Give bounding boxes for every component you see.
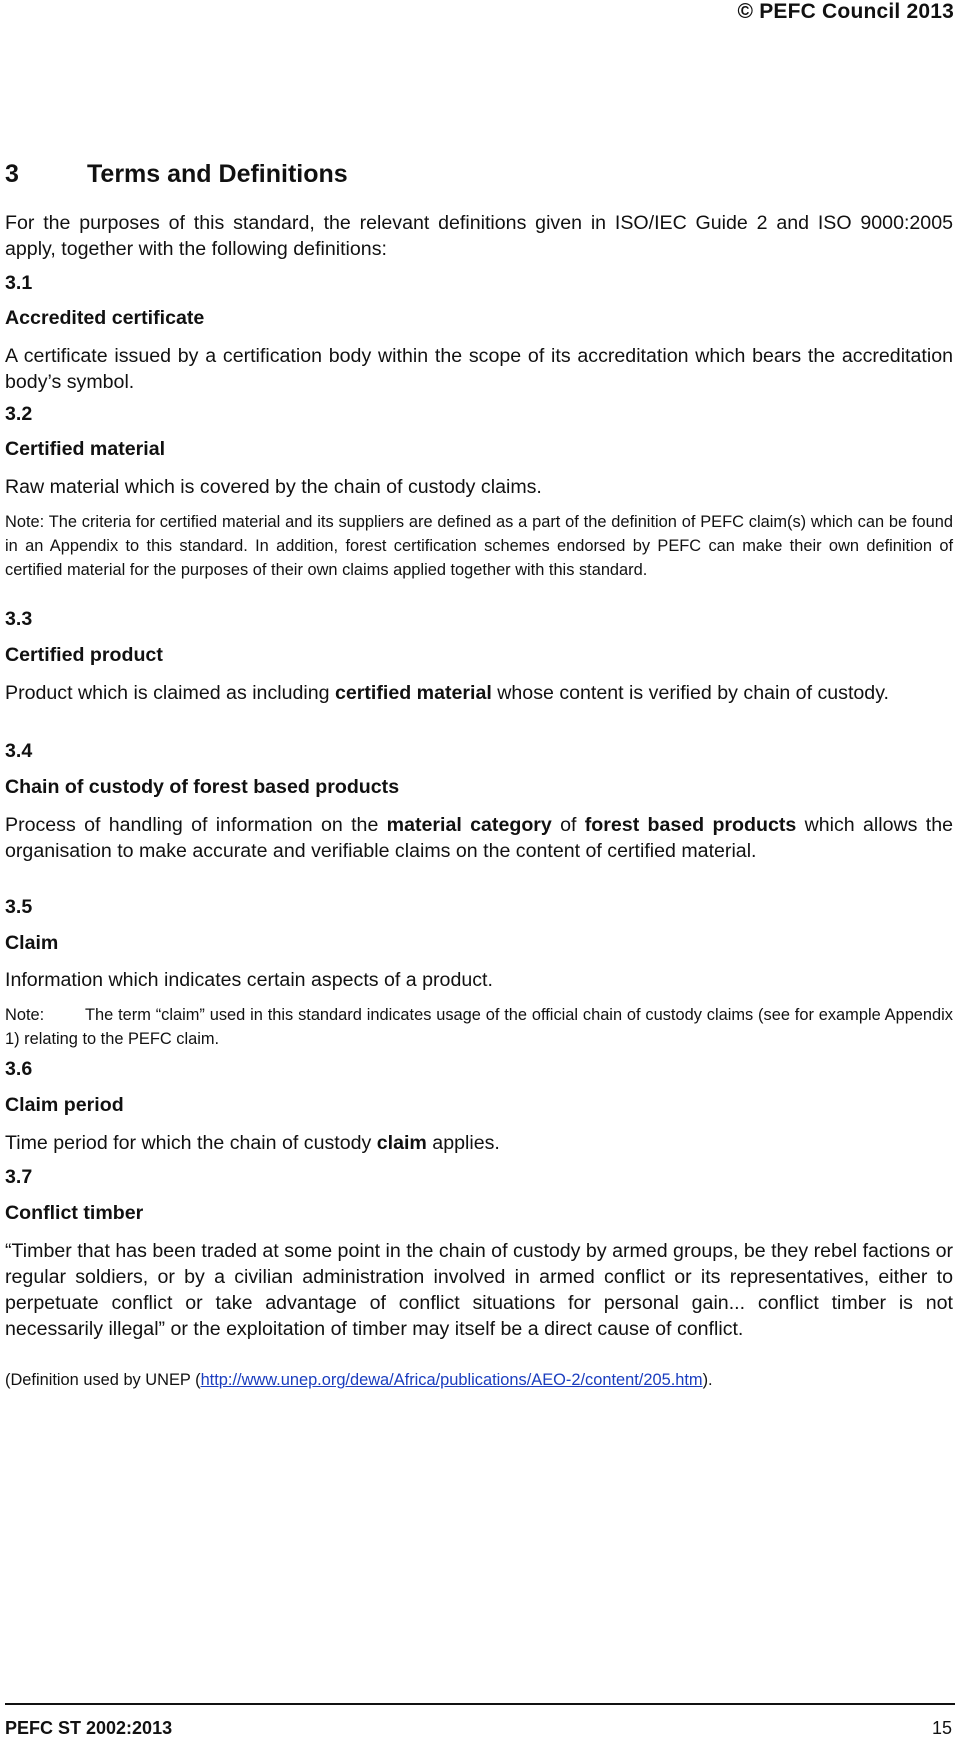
term-number: 3.6 (5, 1058, 33, 1080)
term-definition: “Timber that has been traded at some point in the chain of custody by armed groups, be they rebel factions or regular soldiers, or by a civilian administration involved in armed conflict or its representatives, either to perpetuate conflict or take advantage of conflict situations for personal gain... conflict timber is not necessarily illegal” or the exploitation of timber may itself be a direct cause of conflict. (5, 1240, 953, 1340)
copyright-header: © PEFC Council 2013 (737, 0, 954, 23)
definition-text: Product which is claimed as including (5, 682, 335, 704)
section-title: Terms and Definitions (87, 160, 348, 188)
term-title: Accredited certificate (5, 307, 205, 329)
definition-text: of (551, 814, 585, 836)
bold-term-reference: forest based products (584, 814, 797, 836)
term-title: Claim period (5, 1094, 124, 1116)
term-number: 3.1 (5, 272, 33, 294)
definition-source (5, 1368, 953, 1392)
source-suffix: ). (702, 1371, 713, 1389)
term-definition (5, 1130, 953, 1156)
section-heading (5, 160, 348, 189)
definition-text: which allows the organisation to make accurate and verifiable claims on the content of certified material. (5, 814, 953, 862)
source-prefix: (Definition used by UNEP ( (5, 1371, 201, 1389)
term-number: 3.5 (5, 896, 33, 918)
document-id: PEFC ST 2002:2013 (5, 1718, 173, 1738)
note-label: Note: (5, 1006, 45, 1024)
definition-text: Process of handling of information on the (5, 814, 387, 836)
page-number: 15 (931, 1718, 952, 1738)
term-number: 3.2 (5, 403, 33, 425)
term-note (5, 1003, 953, 1051)
term-definition: Information which indicates certain aspects of a product. (5, 969, 493, 991)
term-number: 3.7 (5, 1166, 33, 1188)
term-definition (5, 680, 953, 706)
term-number: 3.4 (5, 740, 33, 762)
section-intro: For the purposes of this standard, the relevant definitions given in ISO/IEC Guide 2 and ISO 9000:2005 apply, together with the following definitions: (5, 212, 953, 260)
section-number: 3 (5, 160, 19, 188)
term-title: Chain of custody of forest based products (5, 776, 400, 798)
term-number: 3.3 (5, 608, 33, 630)
term-title: Certified material (5, 438, 166, 460)
term-definition (5, 812, 953, 864)
term-definition: A certificate issued by a certification body within the scope of its accreditation which bears the accreditation body’s symbol. (5, 345, 953, 393)
bold-term-reference: claim (376, 1132, 427, 1154)
term-definition: Raw material which is covered by the chain of custody claims. (5, 476, 542, 498)
definition-text: applies. (426, 1132, 500, 1154)
unep-source-link[interactable]: http://www.unep.org/dewa/Africa/publications/AEO-2/content/205.htm (200, 1371, 703, 1389)
bold-term-reference: material category (386, 814, 552, 836)
definition-text: whose content is verified by chain of custody. (491, 682, 889, 704)
definition-text: Time period for which the chain of custody (5, 1132, 377, 1154)
term-title: Claim (5, 932, 59, 954)
term-note: Note: The criteria for certified material and its suppliers are defined as a part of the definition of PEFC claim(s) which can be found in an Appendix to this standard. In addition, forest certification schemes endorsed by PEFC can make their own definition of certified material for the purposes of their own claims applied together with this standard. (5, 513, 953, 579)
bold-term-reference: certified material (334, 682, 492, 704)
footer-divider (5, 1703, 955, 1705)
note-text: The term “claim” used in this standard indicates usage of the official chain of custody claims (see for example Appendix 1) relating to the PEFC claim. (5, 1006, 953, 1048)
term-title: Conflict timber (5, 1202, 144, 1224)
term-title: Certified product (5, 644, 163, 666)
